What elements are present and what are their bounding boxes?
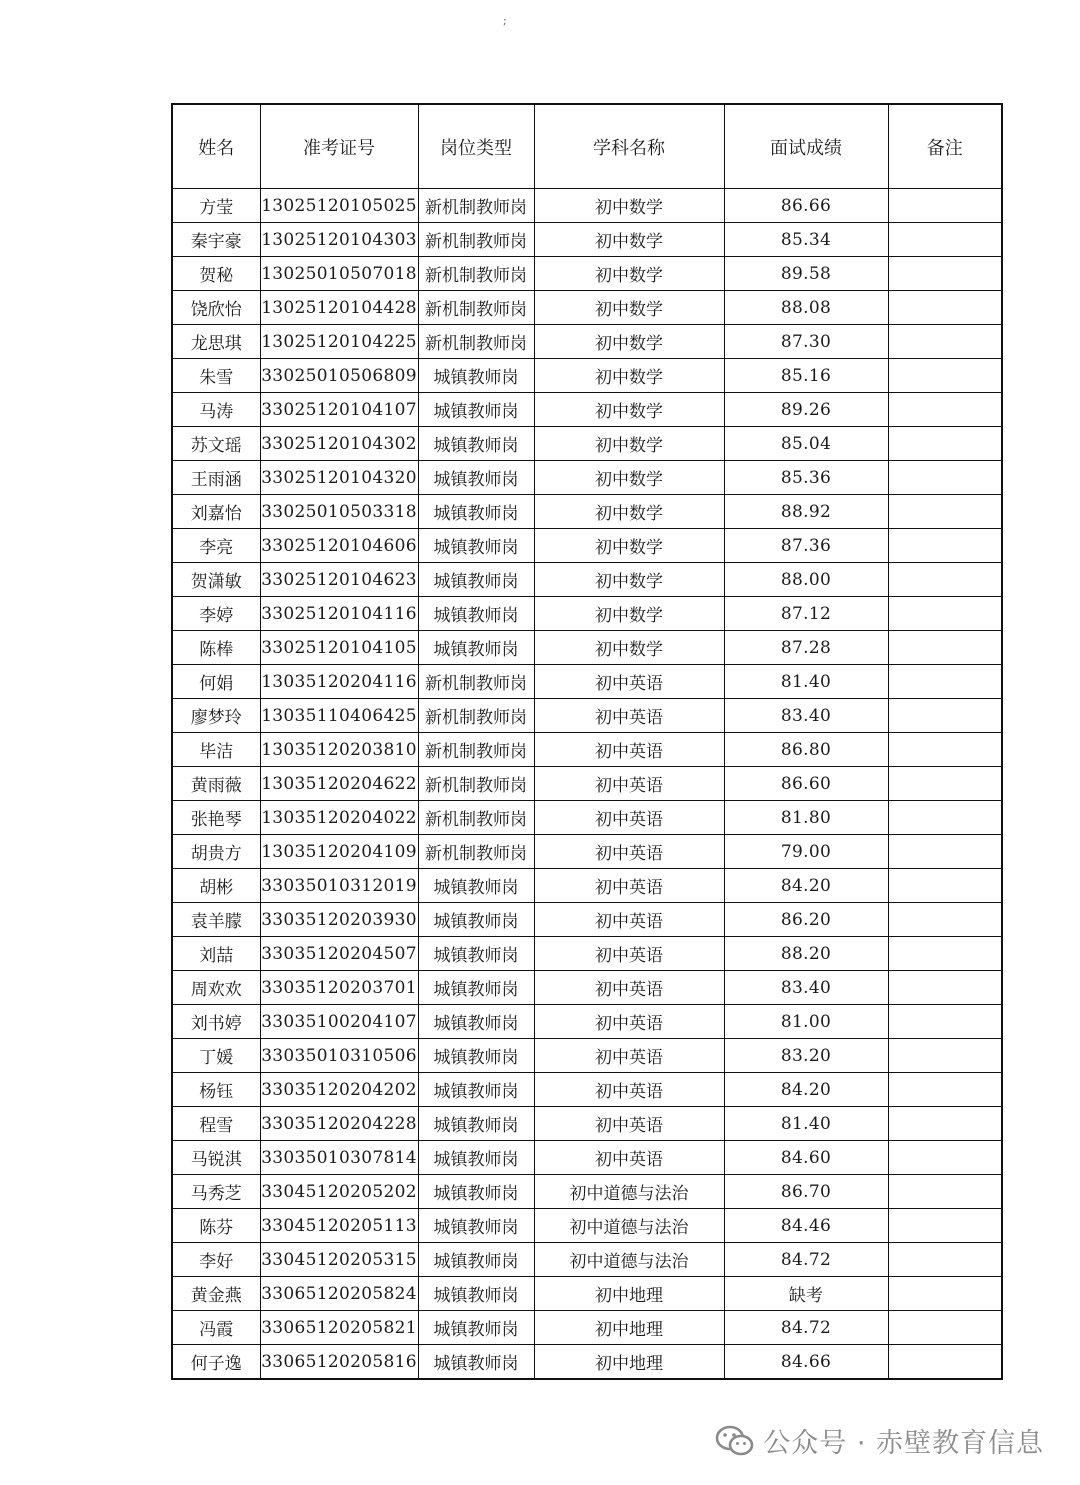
table-row bbox=[172, 835, 1002, 869]
cell-post-type: 城镇教师岗 bbox=[418, 1141, 534, 1175]
cell-score: 86.80 bbox=[724, 733, 888, 767]
table-row bbox=[172, 495, 1002, 529]
header-post-type: 岗位类型 bbox=[418, 104, 534, 189]
cell-name: 李婷 bbox=[172, 597, 260, 631]
cell-subject: 初中英语 bbox=[534, 869, 724, 903]
cell-post-type: 新机制教师岗 bbox=[418, 801, 534, 835]
table-row bbox=[172, 1141, 1002, 1175]
header-score: 面试成绩 bbox=[724, 104, 888, 189]
header-remark: 备注 bbox=[888, 104, 1002, 189]
cell-subject: 初中英语 bbox=[534, 903, 724, 937]
cell-name: 饶欣怡 bbox=[172, 291, 260, 325]
cell-post-type: 新机制教师岗 bbox=[418, 257, 534, 291]
cell-remark bbox=[888, 325, 1002, 359]
cell-score: 86.20 bbox=[724, 903, 888, 937]
cell-remark bbox=[888, 1005, 1002, 1039]
cell-name: 贺潇敏 bbox=[172, 563, 260, 597]
cell-remark bbox=[888, 937, 1002, 971]
cell-exam-id: 33035100204107 bbox=[260, 1005, 418, 1039]
cell-remark bbox=[888, 223, 1002, 257]
table-row bbox=[172, 1107, 1002, 1141]
cell-name: 马涛 bbox=[172, 393, 260, 427]
cell-score: 84.46 bbox=[724, 1209, 888, 1243]
cell-remark bbox=[888, 801, 1002, 835]
cell-post-type: 城镇教师岗 bbox=[418, 1073, 534, 1107]
cell-post-type: 新机制教师岗 bbox=[418, 291, 534, 325]
cell-exam-id: 13025120104225 bbox=[260, 325, 418, 359]
cell-score: 87.12 bbox=[724, 597, 888, 631]
table-row bbox=[172, 1311, 1002, 1345]
cell-subject: 初中道德与法治 bbox=[534, 1209, 724, 1243]
cell-remark bbox=[888, 257, 1002, 291]
score-table-container bbox=[171, 103, 1003, 1380]
cell-score: 85.04 bbox=[724, 427, 888, 461]
cell-score: 81.00 bbox=[724, 1005, 888, 1039]
cell-name: 张艳琴 bbox=[172, 801, 260, 835]
cell-post-type: 新机制教师岗 bbox=[418, 223, 534, 257]
cell-score: 86.70 bbox=[724, 1175, 888, 1209]
table-row bbox=[172, 189, 1002, 223]
cell-name: 方莹 bbox=[172, 189, 260, 223]
table-row bbox=[172, 257, 1002, 291]
table-header-row bbox=[172, 104, 1002, 189]
table-row bbox=[172, 529, 1002, 563]
score-table bbox=[171, 103, 1003, 1380]
cell-remark bbox=[888, 1175, 1002, 1209]
table-row bbox=[172, 801, 1002, 835]
cell-subject: 初中数学 bbox=[534, 427, 724, 461]
cell-post-type: 城镇教师岗 bbox=[418, 1175, 534, 1209]
cell-name: 李亮 bbox=[172, 529, 260, 563]
cell-score: 85.36 bbox=[724, 461, 888, 495]
cell-subject: 初中地理 bbox=[534, 1311, 724, 1345]
cell-exam-id: 33035120204507 bbox=[260, 937, 418, 971]
cell-post-type: 城镇教师岗 bbox=[418, 1039, 534, 1073]
cell-name: 何娟 bbox=[172, 665, 260, 699]
cell-subject: 初中英语 bbox=[534, 1005, 724, 1039]
table-row bbox=[172, 1209, 1002, 1243]
cell-subject: 初中地理 bbox=[534, 1345, 724, 1380]
cell-subject: 初中英语 bbox=[534, 699, 724, 733]
cell-remark bbox=[888, 1073, 1002, 1107]
cell-score: 85.34 bbox=[724, 223, 888, 257]
cell-post-type: 城镇教师岗 bbox=[418, 903, 534, 937]
cell-exam-id: 13035120204022 bbox=[260, 801, 418, 835]
cell-score: 81.80 bbox=[724, 801, 888, 835]
cell-exam-id: 33065120205824 bbox=[260, 1277, 418, 1311]
watermark bbox=[715, 1421, 1044, 1460]
cell-exam-id: 33045120205202 bbox=[260, 1175, 418, 1209]
cell-exam-id: 33035120203701 bbox=[260, 971, 418, 1005]
cell-name: 丁媛 bbox=[172, 1039, 260, 1073]
cell-name: 李好 bbox=[172, 1243, 260, 1277]
cell-post-type: 城镇教师岗 bbox=[418, 1277, 534, 1311]
cell-name: 黄金燕 bbox=[172, 1277, 260, 1311]
cell-subject: 初中地理 bbox=[534, 1277, 724, 1311]
cell-exam-id: 13035120203810 bbox=[260, 733, 418, 767]
cell-score: 83.20 bbox=[724, 1039, 888, 1073]
cell-remark bbox=[888, 461, 1002, 495]
cell-remark bbox=[888, 1311, 1002, 1345]
cell-score: 87.36 bbox=[724, 529, 888, 563]
header-exam-id: 准考证号 bbox=[260, 104, 418, 189]
cell-name: 龙思琪 bbox=[172, 325, 260, 359]
cell-exam-id: 33025120104116 bbox=[260, 597, 418, 631]
cell-remark bbox=[888, 1345, 1002, 1380]
table-row bbox=[172, 291, 1002, 325]
cell-exam-id: 13035110406425 bbox=[260, 699, 418, 733]
cell-post-type: 城镇教师岗 bbox=[418, 971, 534, 1005]
cell-exam-id: 33035120203930 bbox=[260, 903, 418, 937]
cell-name: 秦宇豪 bbox=[172, 223, 260, 257]
cell-exam-id: 33045120205315 bbox=[260, 1243, 418, 1277]
cell-post-type: 城镇教师岗 bbox=[418, 427, 534, 461]
cell-name: 胡彬 bbox=[172, 869, 260, 903]
cell-score: 83.40 bbox=[724, 699, 888, 733]
cell-subject: 初中道德与法治 bbox=[534, 1175, 724, 1209]
cell-exam-id: 33025010503318 bbox=[260, 495, 418, 529]
cell-score: 84.72 bbox=[724, 1243, 888, 1277]
cell-remark bbox=[888, 665, 1002, 699]
cell-score: 84.60 bbox=[724, 1141, 888, 1175]
cell-post-type: 城镇教师岗 bbox=[418, 563, 534, 597]
cell-exam-id: 33025120104302 bbox=[260, 427, 418, 461]
cell-name: 胡贵方 bbox=[172, 835, 260, 869]
cell-remark bbox=[888, 393, 1002, 427]
cell-score: 81.40 bbox=[724, 665, 888, 699]
table-row bbox=[172, 393, 1002, 427]
cell-score: 88.08 bbox=[724, 291, 888, 325]
header-subject: 学科名称 bbox=[534, 104, 724, 189]
cell-score: 79.00 bbox=[724, 835, 888, 869]
cell-exam-id: 33025120104623 bbox=[260, 563, 418, 597]
cell-post-type: 城镇教师岗 bbox=[418, 1107, 534, 1141]
cell-remark bbox=[888, 733, 1002, 767]
cell-remark bbox=[888, 291, 1002, 325]
cell-post-type: 新机制教师岗 bbox=[418, 665, 534, 699]
cell-remark bbox=[888, 1039, 1002, 1073]
cell-subject: 初中数学 bbox=[534, 189, 724, 223]
cell-subject: 初中英语 bbox=[534, 1039, 724, 1073]
cell-post-type: 城镇教师岗 bbox=[418, 597, 534, 631]
cell-exam-id: 13025120105025 bbox=[260, 189, 418, 223]
cell-subject: 初中数学 bbox=[534, 223, 724, 257]
cell-score: 88.20 bbox=[724, 937, 888, 971]
cell-score: 89.58 bbox=[724, 257, 888, 291]
cell-subject: 初中道德与法治 bbox=[534, 1243, 724, 1277]
cell-remark bbox=[888, 495, 1002, 529]
cell-exam-id: 33035120204228 bbox=[260, 1107, 418, 1141]
cell-remark bbox=[888, 189, 1002, 223]
cell-score: 89.26 bbox=[724, 393, 888, 427]
cell-subject: 初中数学 bbox=[534, 529, 724, 563]
cell-name: 朱雪 bbox=[172, 359, 260, 393]
table-row bbox=[172, 1175, 1002, 1209]
cell-score: 81.40 bbox=[724, 1107, 888, 1141]
cell-name: 程雪 bbox=[172, 1107, 260, 1141]
table-row bbox=[172, 325, 1002, 359]
cell-remark bbox=[888, 835, 1002, 869]
cell-exam-id: 33025120104606 bbox=[260, 529, 418, 563]
cell-name: 何子逸 bbox=[172, 1345, 260, 1380]
scan-speck: ; bbox=[503, 14, 507, 27]
table-row bbox=[172, 937, 1002, 971]
cell-exam-id: 33025010506809 bbox=[260, 359, 418, 393]
table-row bbox=[172, 1073, 1002, 1107]
cell-subject: 初中英语 bbox=[534, 937, 724, 971]
cell-exam-id: 13025120104428 bbox=[260, 291, 418, 325]
cell-post-type: 城镇教师岗 bbox=[418, 1243, 534, 1277]
cell-exam-id: 33065120205816 bbox=[260, 1345, 418, 1380]
cell-remark bbox=[888, 971, 1002, 1005]
cell-remark bbox=[888, 699, 1002, 733]
cell-exam-id: 13025120104303 bbox=[260, 223, 418, 257]
cell-name: 刘喆 bbox=[172, 937, 260, 971]
watermark-text: 公众号 · 赤壁教育信息 bbox=[763, 1428, 1044, 1459]
cell-name: 贺秘 bbox=[172, 257, 260, 291]
cell-score: 86.66 bbox=[724, 189, 888, 223]
table-row bbox=[172, 631, 1002, 665]
cell-subject: 初中数学 bbox=[534, 325, 724, 359]
cell-remark bbox=[888, 631, 1002, 665]
cell-subject: 初中数学 bbox=[534, 257, 724, 291]
table-row bbox=[172, 427, 1002, 461]
cell-post-type: 城镇教师岗 bbox=[418, 1209, 534, 1243]
table-row bbox=[172, 767, 1002, 801]
table-row bbox=[172, 665, 1002, 699]
cell-post-type: 城镇教师岗 bbox=[418, 937, 534, 971]
cell-remark bbox=[888, 1209, 1002, 1243]
cell-post-type: 新机制教师岗 bbox=[418, 835, 534, 869]
cell-subject: 初中英语 bbox=[534, 1073, 724, 1107]
cell-post-type: 新机制教师岗 bbox=[418, 325, 534, 359]
table-row bbox=[172, 733, 1002, 767]
cell-remark bbox=[888, 1277, 1002, 1311]
cell-name: 周欢欢 bbox=[172, 971, 260, 1005]
cell-exam-id: 33065120205821 bbox=[260, 1311, 418, 1345]
cell-score: 缺考 bbox=[724, 1277, 888, 1311]
cell-subject: 初中数学 bbox=[534, 461, 724, 495]
cell-name: 马锐淇 bbox=[172, 1141, 260, 1175]
cell-subject: 初中数学 bbox=[534, 597, 724, 631]
cell-post-type: 城镇教师岗 bbox=[418, 1005, 534, 1039]
cell-name: 王雨涵 bbox=[172, 461, 260, 495]
cell-post-type: 新机制教师岗 bbox=[418, 699, 534, 733]
cell-score: 84.20 bbox=[724, 869, 888, 903]
table-row bbox=[172, 223, 1002, 257]
table-row bbox=[172, 869, 1002, 903]
cell-exam-id: 13035120204116 bbox=[260, 665, 418, 699]
cell-exam-id: 33035010310506 bbox=[260, 1039, 418, 1073]
cell-remark bbox=[888, 529, 1002, 563]
cell-remark bbox=[888, 427, 1002, 461]
table-row bbox=[172, 699, 1002, 733]
cell-post-type: 城镇教师岗 bbox=[418, 359, 534, 393]
cell-remark bbox=[888, 869, 1002, 903]
table-row bbox=[172, 1243, 1002, 1277]
cell-subject: 初中数学 bbox=[534, 631, 724, 665]
cell-score: 83.40 bbox=[724, 971, 888, 1005]
cell-remark bbox=[888, 903, 1002, 937]
table-row bbox=[172, 1005, 1002, 1039]
cell-exam-id: 33035010307814 bbox=[260, 1141, 418, 1175]
cell-post-type: 城镇教师岗 bbox=[418, 529, 534, 563]
cell-post-type: 城镇教师岗 bbox=[418, 1311, 534, 1345]
cell-subject: 初中数学 bbox=[534, 291, 724, 325]
cell-score: 84.72 bbox=[724, 1311, 888, 1345]
cell-score: 87.28 bbox=[724, 631, 888, 665]
cell-subject: 初中数学 bbox=[534, 393, 724, 427]
table-row bbox=[172, 1277, 1002, 1311]
cell-subject: 初中英语 bbox=[534, 767, 724, 801]
cell-subject: 初中英语 bbox=[534, 1141, 724, 1175]
cell-name: 廖梦玲 bbox=[172, 699, 260, 733]
cell-name: 苏文瑶 bbox=[172, 427, 260, 461]
cell-name: 毕洁 bbox=[172, 733, 260, 767]
cell-score: 88.00 bbox=[724, 563, 888, 597]
cell-subject: 初中数学 bbox=[534, 563, 724, 597]
cell-subject: 初中英语 bbox=[534, 971, 724, 1005]
cell-name: 刘嘉怡 bbox=[172, 495, 260, 529]
cell-remark bbox=[888, 767, 1002, 801]
table-row bbox=[172, 597, 1002, 631]
table-body bbox=[172, 189, 1002, 1380]
header-name: 姓名 bbox=[172, 104, 260, 189]
cell-post-type: 新机制教师岗 bbox=[418, 767, 534, 801]
cell-subject: 初中英语 bbox=[534, 733, 724, 767]
cell-name: 袁羊朦 bbox=[172, 903, 260, 937]
table-row bbox=[172, 359, 1002, 393]
cell-subject: 初中英语 bbox=[534, 835, 724, 869]
cell-subject: 初中英语 bbox=[534, 1107, 724, 1141]
table-row bbox=[172, 563, 1002, 597]
cell-score: 85.16 bbox=[724, 359, 888, 393]
cell-subject: 初中数学 bbox=[534, 495, 724, 529]
cell-post-type: 城镇教师岗 bbox=[418, 393, 534, 427]
cell-remark bbox=[888, 359, 1002, 393]
cell-exam-id: 13035120204622 bbox=[260, 767, 418, 801]
cell-score: 87.30 bbox=[724, 325, 888, 359]
table-row bbox=[172, 1345, 1002, 1380]
cell-exam-id: 33035120204202 bbox=[260, 1073, 418, 1107]
cell-post-type: 新机制教师岗 bbox=[418, 189, 534, 223]
cell-post-type: 新机制教师岗 bbox=[418, 733, 534, 767]
table-row bbox=[172, 971, 1002, 1005]
cell-exam-id: 33025120104320 bbox=[260, 461, 418, 495]
cell-post-type: 城镇教师岗 bbox=[418, 461, 534, 495]
cell-remark bbox=[888, 1243, 1002, 1277]
cell-remark bbox=[888, 1141, 1002, 1175]
cell-score: 88.92 bbox=[724, 495, 888, 529]
cell-exam-id: 13025010507018 bbox=[260, 257, 418, 291]
cell-remark bbox=[888, 597, 1002, 631]
table-row bbox=[172, 903, 1002, 937]
cell-score: 84.20 bbox=[724, 1073, 888, 1107]
cell-subject: 初中数学 bbox=[534, 359, 724, 393]
cell-exam-id: 13035120204109 bbox=[260, 835, 418, 869]
cell-remark bbox=[888, 563, 1002, 597]
cell-post-type: 城镇教师岗 bbox=[418, 631, 534, 665]
cell-post-type: 城镇教师岗 bbox=[418, 1345, 534, 1380]
cell-score: 86.60 bbox=[724, 767, 888, 801]
cell-name: 黄雨薇 bbox=[172, 767, 260, 801]
cell-exam-id: 33025120104105 bbox=[260, 631, 418, 665]
cell-post-type: 城镇教师岗 bbox=[418, 495, 534, 529]
cell-name: 杨钰 bbox=[172, 1073, 260, 1107]
table-row bbox=[172, 461, 1002, 495]
cell-remark bbox=[888, 1107, 1002, 1141]
wechat-icon bbox=[715, 1424, 755, 1458]
cell-exam-id: 33025120104107 bbox=[260, 393, 418, 427]
cell-subject: 初中英语 bbox=[534, 801, 724, 835]
cell-name: 陈芬 bbox=[172, 1209, 260, 1243]
cell-exam-id: 33035010312019 bbox=[260, 869, 418, 903]
cell-name: 陈棒 bbox=[172, 631, 260, 665]
cell-post-type: 城镇教师岗 bbox=[418, 869, 534, 903]
cell-subject: 初中英语 bbox=[534, 665, 724, 699]
table-row bbox=[172, 1039, 1002, 1073]
cell-exam-id: 33045120205113 bbox=[260, 1209, 418, 1243]
cell-score: 84.66 bbox=[724, 1345, 888, 1380]
cell-name: 马秀芝 bbox=[172, 1175, 260, 1209]
cell-name: 刘书婷 bbox=[172, 1005, 260, 1039]
cell-name: 冯霞 bbox=[172, 1311, 260, 1345]
